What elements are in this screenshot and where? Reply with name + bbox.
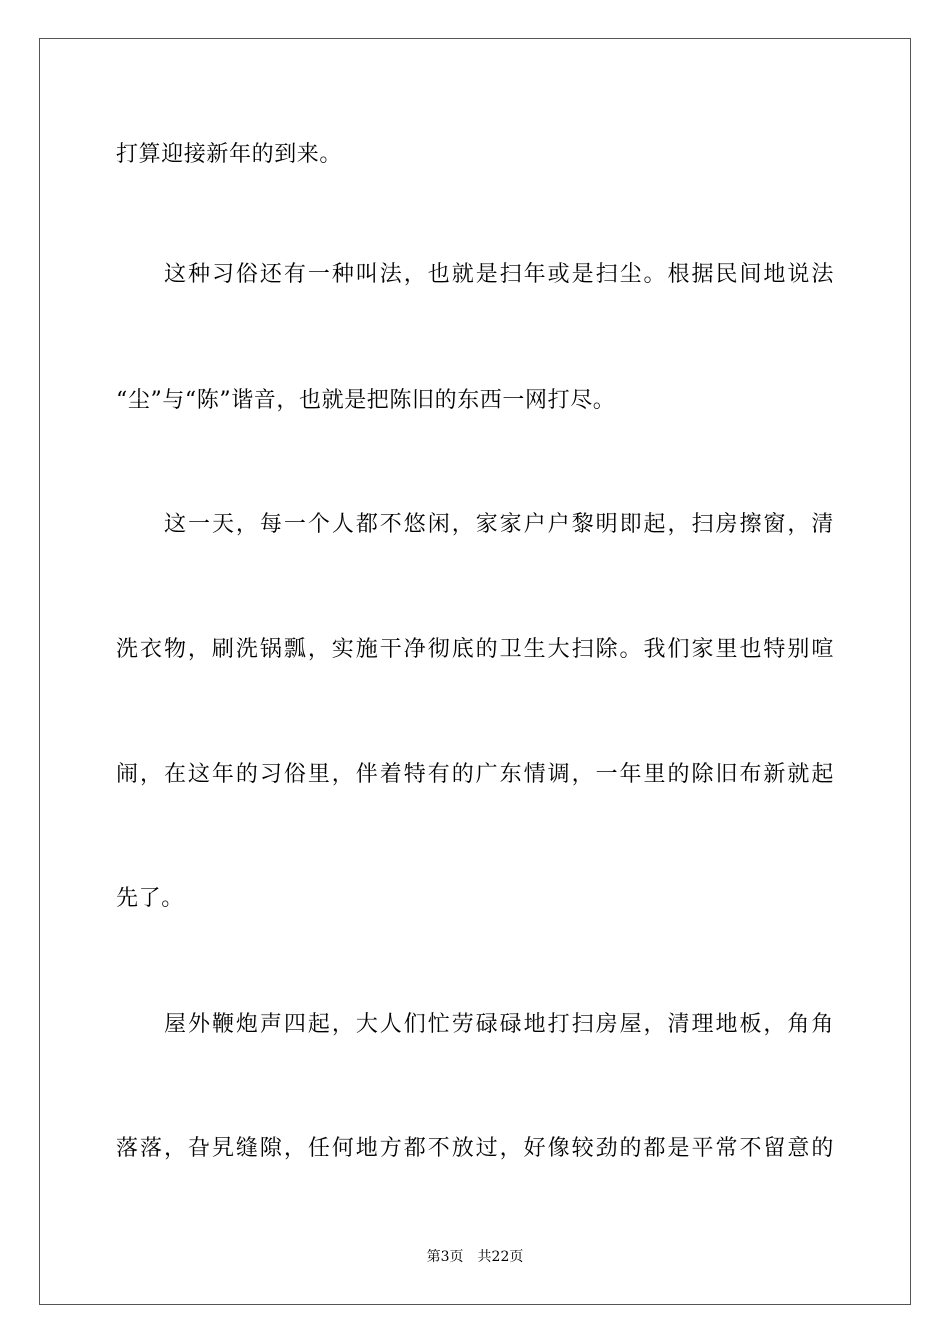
text-line: 洗衣物，刷洗锅瓢，实施干净彻底的卫生大扫除。我们家里也特别喧 <box>116 637 834 662</box>
text-line: 先了。 <box>116 886 184 911</box>
text-line: 落落，旮旯缝隙，任何地方都不放过，好像较劲的都是平常不留意的 <box>116 1136 834 1161</box>
text-line: 这种习俗还有一种叫法，也就是扫年或是扫尘。根据民间地说法 <box>164 262 834 287</box>
page-frame <box>39 38 911 1305</box>
total-pages: 共22页 <box>477 1249 524 1265</box>
text-line: 屋外鞭炮声四起，大人们忙劳碌碌地打扫房屋，清理地板，角角 <box>164 1012 834 1037</box>
current-page: 第3页 <box>426 1249 464 1265</box>
text-line: 打算迎接新年的到来。 <box>116 142 343 167</box>
text-line: 这一天，每一个人都不悠闲，家家户户黎明即起，扫房擦窗，清 <box>164 512 834 537</box>
text-line: 闹，在这年的习俗里，伴着特有的广东情调，一年里的除旧布新就起 <box>116 762 834 787</box>
page-footer <box>0 1247 950 1267</box>
text-line: “尘”与“陈”谐音，也就是把陈旧的东西一网打尽。 <box>116 388 616 413</box>
